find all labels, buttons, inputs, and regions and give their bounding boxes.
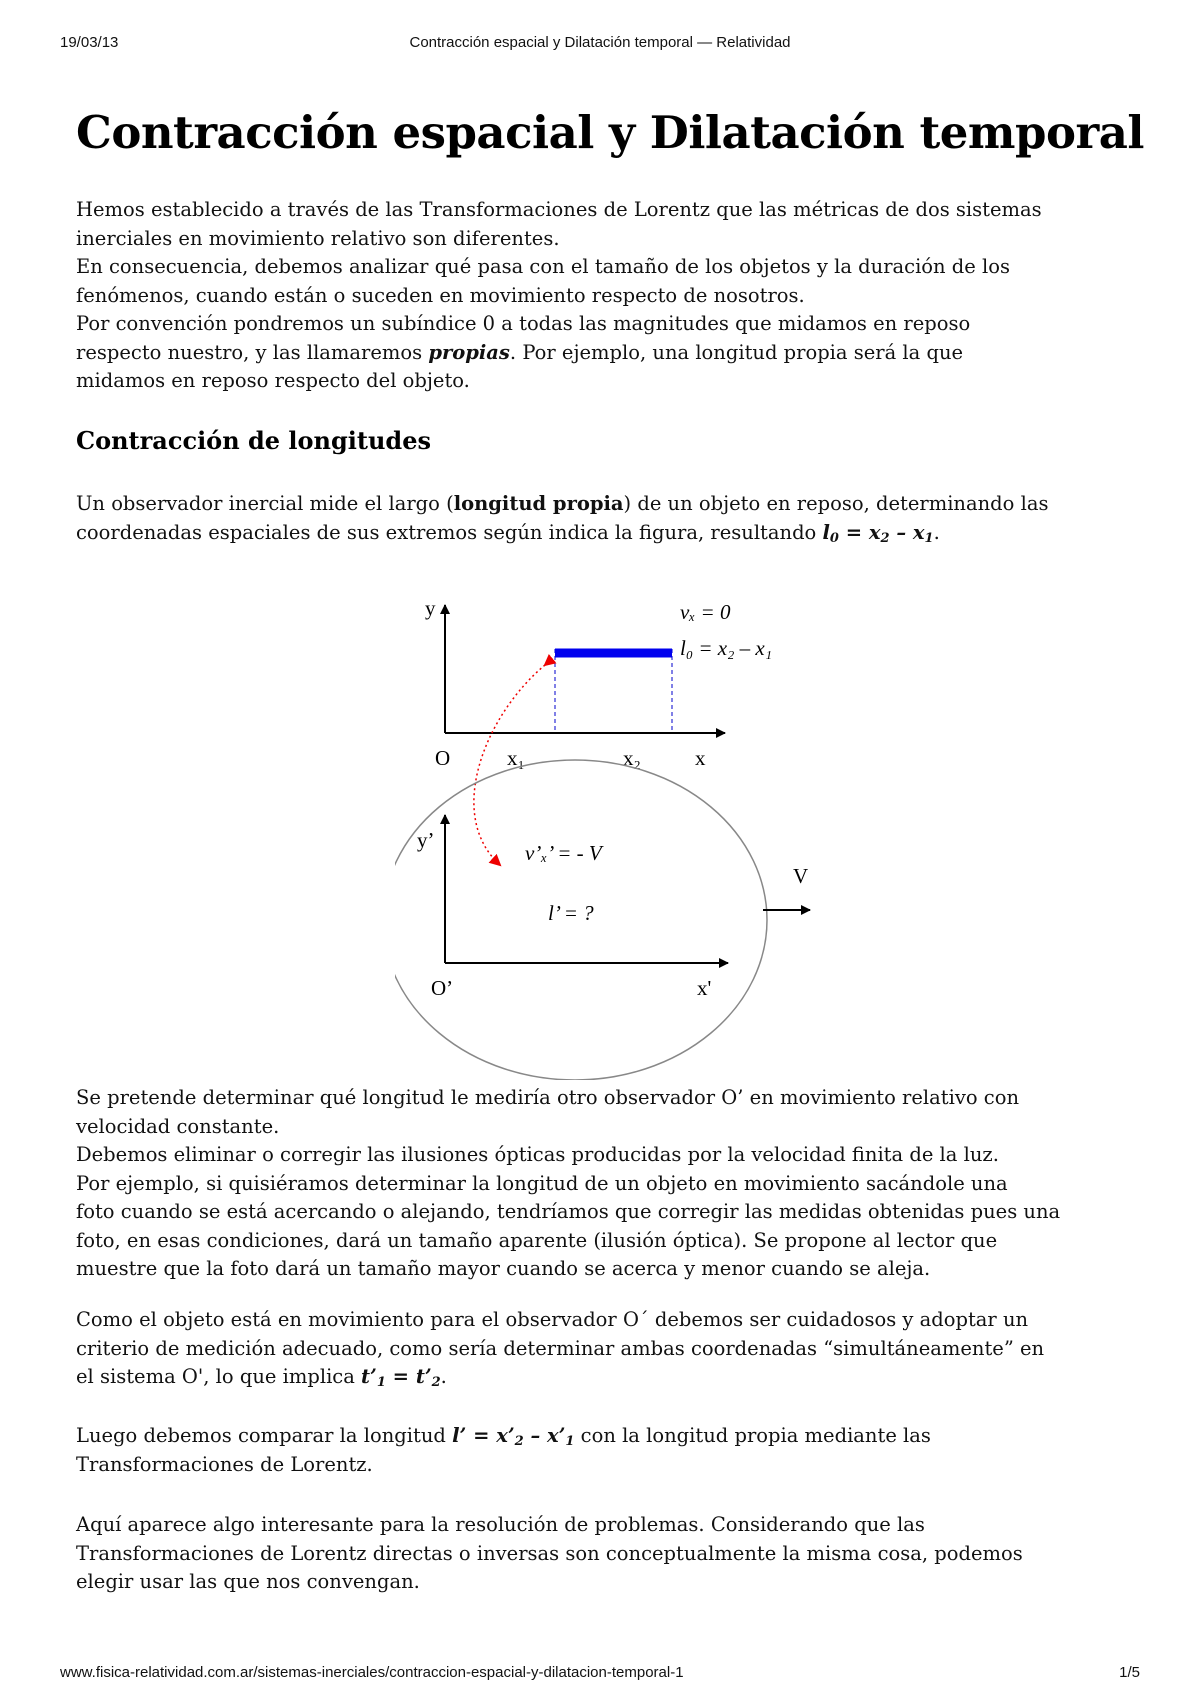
header-page-title: Contracción espacial y Dilatación temporal — Relatividad: [409, 34, 791, 51]
section-title: Contracción de longitudes: [76, 426, 431, 455]
text-line: midamos en reposo respecto del objeto.: [76, 369, 470, 392]
text-line: elegir usar las que nos convengan.: [76, 1570, 420, 1593]
formula-symbol: =: [385, 1365, 416, 1388]
text-line: muestre que la foto dará un tamaño mayor cuando se acerca y menor cuando se aleja.: [76, 1257, 931, 1280]
text-line: criterio de medición adecuado, como sería determinar ambas coordenadas “simultáneamente” en: [76, 1336, 1045, 1360]
formula-simultaneity: [361, 1365, 441, 1388]
text-line: fenómenos, cuando están o suceden en movimiento respecto de nosotros.: [76, 283, 805, 307]
text-line: foto, en esas condiciones, dará un tamaño aparente (ilusión óptica). Se propone al lector que: [76, 1228, 998, 1252]
x1-label: x₁: [507, 746, 525, 770]
text-line: Transformaciones de Lorentz.: [76, 1452, 373, 1476]
text-run: .: [933, 520, 940, 544]
footer-url: www.fisica-relatividad.com.ar/sistemas-inerciales/contraccion-espacial-y-dilatacion-temporal-1: [60, 1664, 684, 1681]
y-prime-axis-label: y’: [417, 828, 435, 852]
formula-subscript: 2: [880, 530, 890, 546]
paragraph-observer: [76, 490, 1132, 547]
length-contraction-figure: [395, 585, 840, 1080]
longitud-propia-term: longitud propia: [453, 492, 624, 515]
formula-subscript: 1: [565, 1434, 575, 1449]
formula-symbol: – x: [889, 520, 925, 544]
origin-label: O: [435, 746, 451, 770]
unknown-length-label: l’ = ?: [548, 901, 594, 925]
formula-subscript: 0: [829, 530, 839, 546]
propias-term: propias: [428, 340, 510, 364]
paragraph-observer-moving: [76, 1084, 1132, 1284]
formula-symbol: = x: [838, 520, 881, 544]
text-line: [76, 490, 1132, 519]
text-line: En consecuencia, debemos analizar qué pasa con el tamaño de los objetos y la duración de los: [76, 255, 1011, 278]
text-run: Luego debemos comparar la longitud: [76, 1424, 453, 1447]
velocity-label: vₓ = 0: [680, 600, 731, 624]
x-prime-axis-label: x': [697, 976, 712, 1000]
formula-symbol: l’ = x’: [452, 1424, 515, 1447]
proper-length-label: l₀ = x₂ – x₁: [680, 636, 773, 660]
intro-paragraph: [76, 196, 1132, 396]
formula-moving-length: [452, 1424, 574, 1447]
origin-prime-label: O’: [431, 976, 454, 1000]
formula-subscript: 2: [431, 1375, 441, 1390]
formula-symbol: t’: [361, 1365, 377, 1388]
formula-symbol: t’: [415, 1365, 432, 1388]
formula-symbol: – x’: [523, 1424, 566, 1447]
paragraph-simultaneity: [76, 1306, 1132, 1392]
text-line: Se pretende determinar qué longitud le mediría otro observador O’ en movimiento relativo con: [76, 1086, 1020, 1109]
article-title: Contracción espacial y Dilatación temporal: [76, 106, 1144, 159]
text-line: velocidad constante.: [76, 1114, 280, 1138]
x-axis-label: x: [695, 746, 706, 770]
moving-velocity-label: v’ₓ’ = - V: [525, 841, 602, 865]
text-run: coordenadas espaciales de sus extremos según indica la figura, resultando: [76, 520, 823, 544]
text-run: ) de un objeto en reposo, determinando las: [623, 492, 1049, 515]
text-line: Por convención pondremos un subíndice 0 a todas las magnitudes que midamos en reposo: [76, 312, 971, 335]
formula-subscript: 1: [924, 530, 934, 546]
frame-velocity-label: V: [793, 864, 809, 888]
text-line: [76, 1363, 1132, 1392]
text-line: Por ejemplo, si quisiéramos determinar la longitud de un objeto en movimiento sacándole una: [76, 1171, 1008, 1195]
formula-subscript: 2: [514, 1434, 524, 1449]
text-run: Un observador inercial mide el largo (: [76, 492, 454, 515]
text-line: Como el objeto está en movimiento para el observador O´ debemos ser cuidadosos y adoptar un: [76, 1308, 1029, 1331]
paragraph-problem-solving: [76, 1511, 1132, 1597]
text-line: [76, 519, 1132, 548]
y-axis-label: y: [425, 596, 436, 620]
text-line: Transformaciones de Lorentz directas o inversas son conceptualmente la misma cosa, podemos: [76, 1541, 1023, 1565]
text-run: .: [440, 1365, 447, 1388]
text-run: el sistema O', lo que implica: [76, 1365, 362, 1388]
formula-l0: [823, 521, 934, 544]
text-line: foto cuando se está acercando o alejando, tendríamos que corregir las medidas obtenidas pues una: [76, 1200, 1061, 1223]
text-run: respecto nuestro, y las llamaremos: [76, 340, 429, 364]
footer-page-number: 1/5: [1119, 1664, 1140, 1681]
text-line: Aquí aparece algo interesante para la resolución de problemas. Considerando que las: [76, 1513, 925, 1536]
text-line: [76, 339, 1132, 368]
formula-subscript: 1: [376, 1375, 386, 1390]
text-line: Debemos eliminar o corregir las ilusiones ópticas producidas por la velocidad finita de la luz.: [76, 1143, 999, 1166]
formula-symbol: l: [822, 520, 830, 544]
text-line: inerciales en movimiento relativo son diferentes.: [76, 226, 560, 250]
text-line: Hemos establecido a través de las Transformaciones de Lorentz que las métricas de dos sistemas: [76, 198, 1042, 221]
x2-label: x₂: [623, 746, 641, 770]
text-line: [76, 1422, 1132, 1451]
paragraph-compare: [76, 1422, 1132, 1479]
header-date: 19/03/13: [60, 34, 119, 51]
text-run: . Por ejemplo, una longitud propia será la que: [509, 340, 964, 364]
text-run: con la longitud propia mediante las: [574, 1424, 931, 1447]
